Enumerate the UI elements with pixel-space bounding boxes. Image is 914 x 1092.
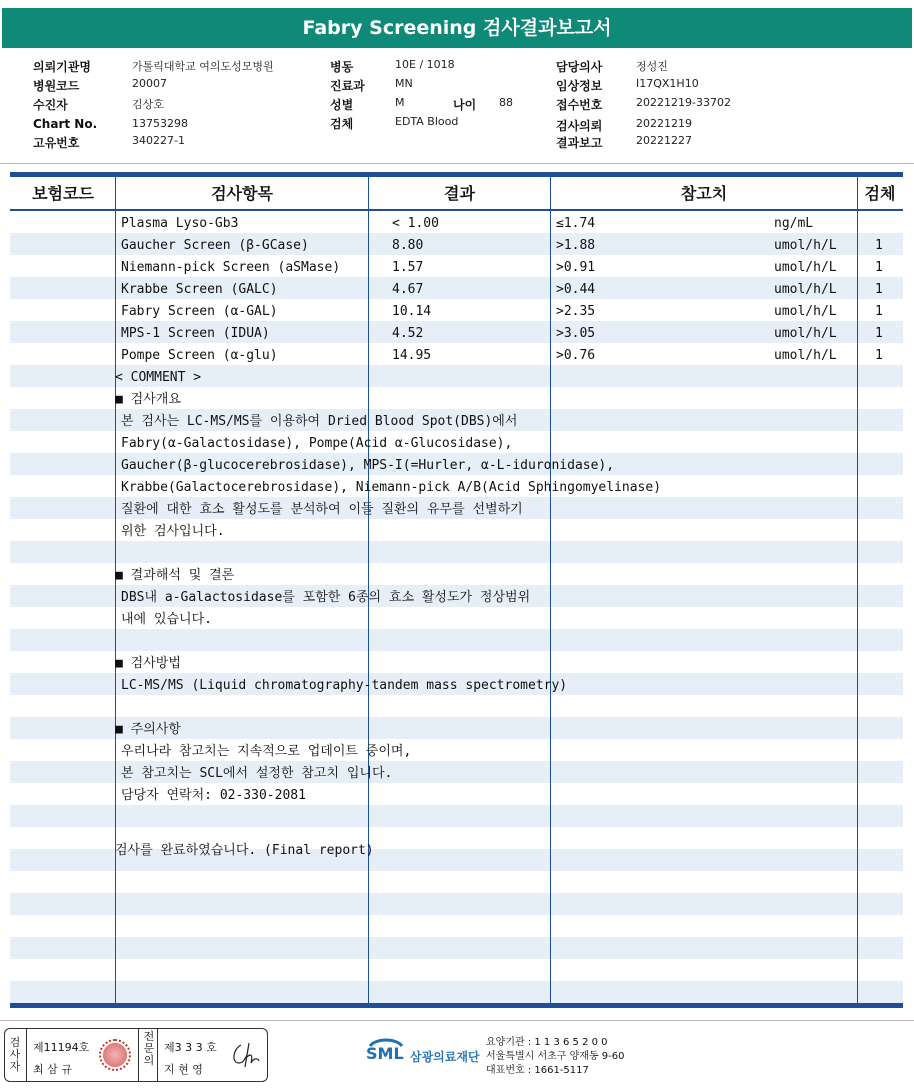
- comment-line: 본 검사는 LC-MS/MS를 이용하여 Dried Blood Spot(DBS)에서: [121, 414, 518, 429]
- info-value: I17QX1H10: [636, 77, 699, 90]
- row-test-item: Niemann-pick Screen (aSMase): [121, 260, 341, 275]
- comment-line: DBS내 a-Galactosidase를 포함한 6종의 효소 활성도가 정상범위: [121, 590, 531, 605]
- row-specimen: 1: [875, 348, 883, 363]
- report-title: Fabry Screening 검사결과보고서: [2, 8, 912, 48]
- org-contact: [486, 1036, 625, 1078]
- table-header-rule: [10, 209, 903, 211]
- info-value: 340227-1: [132, 134, 185, 147]
- header-result: 결과: [444, 184, 475, 203]
- info-value: 20007: [132, 77, 167, 90]
- row-reference: >3.05: [556, 326, 596, 341]
- info-value: 20221219-33702: [636, 96, 731, 109]
- row-unit: umol/h/L: [774, 326, 837, 341]
- row-unit: umol/h/L: [774, 282, 837, 297]
- table-stripe: [10, 937, 903, 959]
- inspector-label-cell: [5, 1029, 27, 1081]
- row-unit: umol/h/L: [774, 348, 837, 363]
- comment-line: 본 참고치는 SCL에서 설정한 참고치 입니다.: [121, 766, 393, 781]
- row-unit: ng/mL: [774, 216, 814, 231]
- row-test-item: MPS-1 Screen (IDUA): [121, 326, 270, 341]
- table-stripe: [10, 629, 903, 651]
- row-test-item: Gaucher Screen (β-GCase): [121, 238, 309, 253]
- header-divider: [0, 163, 914, 164]
- info-label: 검체: [330, 117, 354, 131]
- comment-line: LC-MS/MS (Liquid chromatography-tandem mass spectrometry): [121, 678, 568, 693]
- comment-line: 질환에 대한 효소 활성도를 분석하여 이들 질환의 유무를 선별하기: [121, 502, 523, 517]
- specialist-label-cell: [138, 1029, 158, 1081]
- row-specimen: 1: [875, 282, 883, 297]
- row-unit: umol/h/L: [774, 238, 837, 253]
- info-value: M: [395, 96, 405, 109]
- column-divider: [857, 177, 858, 1003]
- info-label: 수진자: [33, 98, 68, 112]
- info-label: 검사의뢰: [556, 119, 603, 133]
- row-result: 4.52: [392, 326, 424, 341]
- info-label: 임상정보: [556, 79, 603, 93]
- org-name: 삼광의료재단: [410, 1050, 480, 1064]
- specialist-license: 제3 3 3 호: [164, 1041, 217, 1054]
- table-stripe: [10, 871, 903, 893]
- comment-line: < COMMENT >: [115, 370, 202, 385]
- footer-divider: [0, 1020, 914, 1021]
- comment-line: 검사를 완료하였습니다. (Final report): [115, 843, 374, 858]
- seal-stamp-icon: [99, 1039, 131, 1071]
- table-bottom-rule: [10, 1003, 903, 1008]
- inspector-label: 검사자: [9, 1036, 21, 1073]
- row-test-item: Krabbe Screen (GALC): [121, 282, 278, 297]
- info-value: 20221227: [636, 134, 692, 147]
- table-stripe: [10, 541, 903, 563]
- row-reference: ≤1.74: [556, 216, 596, 231]
- info-label: 의뢰기관명: [33, 60, 91, 74]
- row-reference: >2.35: [556, 304, 596, 319]
- table-stripe: [10, 959, 903, 981]
- row-test-item: Fabry Screen (α-GAL): [121, 304, 278, 319]
- row-result: 4.67: [392, 282, 424, 297]
- row-result: < 1.00: [392, 216, 439, 231]
- row-test-item: Plasma Lyso-Gb3: [121, 216, 239, 231]
- info-label: 병원코드: [33, 79, 80, 93]
- info-label: 진료과: [330, 79, 365, 93]
- info-label: 병동: [330, 60, 354, 74]
- row-specimen: 1: [875, 260, 883, 275]
- comment-line: 담당자 연락처: 02-330-2081: [121, 788, 306, 803]
- signature-box: [4, 1028, 268, 1082]
- row-reference: >0.76: [556, 348, 596, 363]
- info-label: 성별: [330, 98, 354, 112]
- header-reference: 참고치: [680, 184, 728, 203]
- org-line: 대표번호 : 1661-5117: [486, 1065, 589, 1076]
- comment-line: ■ 검사개요: [115, 392, 181, 407]
- row-test-item: Pompe Screen (α-glu): [121, 348, 278, 363]
- row-result: 10.14: [392, 304, 432, 319]
- comment-line: ■ 결과해석 및 결론: [115, 568, 235, 583]
- comment-line: Krabbe(Galactocerebrosidase), Niemann-pick A/B(Acid Sphingomyelinase): [121, 480, 662, 495]
- info-label: 결과보고: [556, 136, 603, 150]
- age-value: 88: [499, 96, 513, 109]
- specialist-name: 지 현 영: [164, 1063, 203, 1076]
- row-specimen: 1: [875, 304, 883, 319]
- info-value: 20221219: [636, 117, 692, 130]
- info-value: EDTA Blood: [395, 115, 459, 128]
- info-label: 접수번호: [556, 98, 603, 112]
- comment-line: Gaucher(β-glucocerebrosidase), MPS-I(=Hurler, α-L-iduronidase),: [121, 458, 615, 473]
- table-stripe: [10, 695, 903, 717]
- column-divider: [115, 177, 116, 1003]
- row-result: 1.57: [392, 260, 424, 275]
- table-top-rule: [10, 172, 903, 177]
- table-stripe: [10, 893, 903, 915]
- inspector-license: 제11194호: [33, 1041, 90, 1054]
- specialist-label: 전문의: [143, 1030, 155, 1067]
- row-result: 14.95: [392, 348, 432, 363]
- org-logo: [366, 1036, 480, 1076]
- comment-line: 우리나라 참고치는 지속적으로 업데이트 중이며,: [121, 744, 412, 759]
- comment-line: ■ 주의사항: [115, 722, 181, 737]
- org-line: 요양기관 : 1 1 3 6 5 2 0 0: [486, 1037, 608, 1048]
- row-unit: umol/h/L: [774, 304, 837, 319]
- info-value: 13753298: [132, 117, 188, 130]
- info-value: MN: [395, 77, 413, 90]
- info-label: 담당의사: [556, 60, 603, 74]
- row-specimen: 1: [875, 238, 883, 253]
- row-reference: >0.91: [556, 260, 596, 275]
- row-reference: >1.88: [556, 238, 596, 253]
- info-value: 10E / 1018: [395, 58, 455, 71]
- org-abbr: SML: [366, 1044, 404, 1063]
- info-label: 고유번호: [33, 136, 80, 150]
- info-value: 가톨릭대학교 여의도성모병원: [132, 60, 274, 73]
- row-unit: umol/h/L: [774, 260, 837, 275]
- header-test-item: 검사항목: [211, 184, 273, 203]
- comment-line: 내에 있습니다.: [121, 612, 213, 627]
- row-reference: >0.44: [556, 282, 596, 297]
- org-line: 서울특별시 서초구 양재동 9-60: [486, 1051, 625, 1062]
- inspector-name: 최 삼 규: [33, 1063, 72, 1076]
- row-result: 8.80: [392, 238, 424, 253]
- info-label: Chart No.: [33, 117, 98, 131]
- age-label: 나이: [453, 98, 477, 112]
- signature-icon: [229, 1041, 263, 1071]
- table-stripe: [10, 981, 903, 1003]
- header-insurance-code: 보험코드: [32, 184, 94, 203]
- table-stripe: [10, 915, 903, 937]
- comment-line: ■ 검사방법: [115, 656, 181, 671]
- info-value: 김상호: [132, 98, 164, 111]
- info-value: 정성진: [636, 60, 668, 73]
- header-specimen: 검체: [864, 184, 896, 203]
- column-divider: [550, 177, 551, 1003]
- table-stripe: [10, 805, 903, 827]
- comment-line: Fabry(α-Galactosidase), Pompe(Acid α-Glucosidase),: [121, 436, 513, 451]
- comment-line: 위한 검사입니다.: [121, 524, 225, 539]
- row-specimen: 1: [875, 326, 883, 341]
